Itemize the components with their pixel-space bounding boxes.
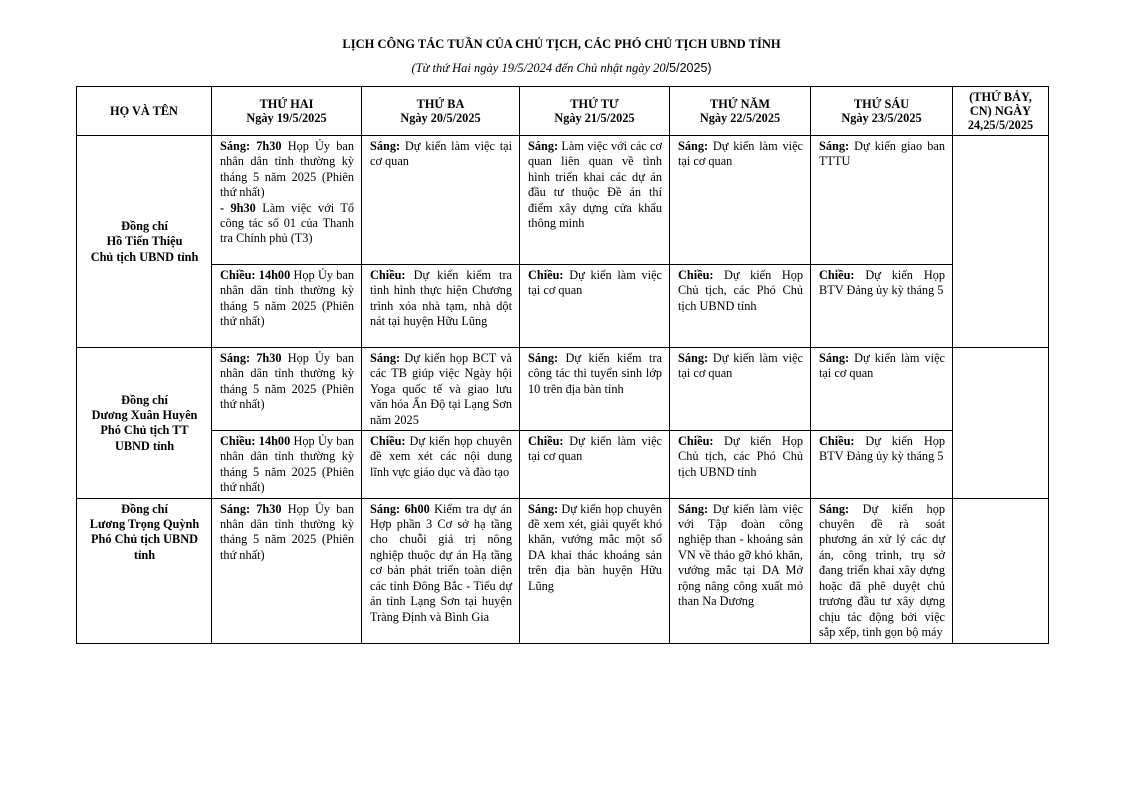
header-thursday: THỨ NĂM Ngày 22/5/2025: [670, 87, 811, 136]
schedule-cell: Sáng: Dự kiến làm việc với Tập đoàn công nghiệp than - khoáng sản VN về tháo gỡ khó khăn, vướng mắc tại DA Mở rộng nâng công xuất mỏ than Na Dương: [670, 498, 811, 643]
schedule-cell: Sáng: Dự kiến kiểm tra công tác thi tuyển sinh lớp 10 trên địa bàn tỉnh: [520, 348, 670, 431]
weekend-cell: [953, 498, 1049, 643]
header-name: HỌ VÀ TÊN: [77, 87, 212, 136]
schedule-cell: Sáng: Dự kiến họp chuyên đề xem xét, giải quyết khó khăn, vướng mắc một số DA khai thác khoáng sản trên địa bàn huyện Hữu Lũng: [520, 498, 670, 643]
schedule-cell: Sáng: 7h30 Họp Ủy ban nhân dân tỉnh thường kỳ tháng 5 năm 2025 (Phiên thứ nhất): [212, 348, 362, 431]
schedule-cell: Chiều: Dự kiến họp chuyên đề xem xét các nội dung lĩnh vực giáo dục và đào tạo: [362, 431, 520, 499]
schedule-table: [76, 86, 1049, 644]
header-weekend: (THỨ BẢY, CN) NGÀY 24,25/5/2025: [953, 87, 1049, 136]
table-row: [77, 265, 1049, 348]
header-friday: THỨ SÁU Ngày 23/5/2025: [811, 87, 953, 136]
schedule-cell: Sáng: Dự kiến làm việc tại cơ quan: [811, 348, 953, 431]
schedule-cell: Chiều: Dự kiến làm việc tại cơ quan: [520, 431, 670, 499]
schedule-cell: Sáng: 7h30 Họp Ủy ban nhân dân tỉnh thường kỳ tháng 5 năm 2025 (Phiên thứ nhất) - 9h30 Làm việc với Tổ công tác số 01 của Thanh tra Chính phủ (T3): [212, 136, 362, 265]
schedule-cell: Chiều: Dự kiến kiểm tra tình hình thực hiện Chương trình xóa nhà tạm, nhà dột nát tại huyện Hữu Lũng: [362, 265, 520, 348]
schedule-cell: Sáng: 7h30 Họp Ủy ban nhân dân tỉnh thường kỳ tháng 5 năm 2025 (Phiên thứ nhất): [212, 498, 362, 643]
header-row: [77, 87, 1049, 136]
person-name-cell: Đồng chí Hồ Tiến Thiệu Chủ tịch UBND tỉnh: [77, 136, 212, 348]
schedule-cell: Sáng: Dự kiến làm việc tại cơ quan: [670, 136, 811, 265]
schedule-cell: Sáng: Dự kiến họp chuyên đề rà soát phương án xử lý các dự án, công trình, trụ sở đang triển khai xây dựng hoặc đã phê duyệt chủ trương đầu tư xây dựng chịu tác động bởi việc sắp xếp, tinh gọn bộ máy: [811, 498, 953, 643]
schedule-cell: Sáng: Dự kiến giao ban TTTU: [811, 136, 953, 265]
table-row: [77, 498, 1049, 643]
schedule-cell: Sáng: Dự kiến họp BCT và các TB giúp việc Ngày hội Yoga quốc tế và giao lưu văn hóa Ấn Độ tại Lạng Sơn năm 2025: [362, 348, 520, 431]
header-wednesday: THỨ TƯ Ngày 21/5/2025: [520, 87, 670, 136]
document-subtitle: [0, 61, 1123, 76]
header-tuesday: THỨ BA Ngày 20/5/2025: [362, 87, 520, 136]
schedule-cell: Sáng: 6h00 Kiểm tra dự án Hợp phần 3 Cơ sở hạ tầng cho chuỗi giá trị nông nghiệp thuộc dự án Hạ tầng cơ bản phát triển toàn diện các tỉnh Đông Bắc - Tiểu dự án tỉnh Lạng Sơn tại huyện Tràng Định và Bình Gia: [362, 498, 520, 643]
schedule-cell: Sáng: Làm việc với các cơ quan liên quan về tình hình triển khai các dự án đầu tư thuộc Đề án thí điểm xây dựng cửa khẩu thông minh: [520, 136, 670, 265]
schedule-cell: Chiều: Dự kiến Họp Chủ tịch, các Phó Chủ tịch UBND tỉnh: [670, 265, 811, 348]
document-title: LỊCH CÔNG TÁC TUẦN CỦA CHỦ TỊCH, CÁC PHÓ CHỦ TỊCH UBND TỈNH: [342, 37, 781, 51]
weekend-cell: [953, 136, 1049, 348]
schedule-cell: Sáng: Dự kiến làm việc tại cơ quan: [670, 348, 811, 431]
weekend-cell: [953, 348, 1049, 499]
schedule-cell: Chiều: Dự kiến Họp BTV Đảng ủy kỳ tháng 5: [811, 431, 953, 499]
table-row: [77, 136, 1049, 265]
subtitle-main: (Từ thứ Hai ngày 19/5/2024 đến Chủ nhật ngày 20: [411, 61, 666, 75]
subtitle-end: /5/2025): [665, 61, 712, 75]
schedule-cell: Chiều: Dự kiến làm việc tại cơ quan: [520, 265, 670, 348]
schedule-cell: Chiều: 14h00 Họp Ủy ban nhân dân tỉnh thường kỳ tháng 5 năm 2025 (Phiên thứ nhất): [212, 265, 362, 348]
person-name-cell: Đồng chí Lương Trọng Quỳnh Phó Chủ tịch UBND tỉnh: [77, 498, 212, 643]
schedule-cell: Sáng: Dự kiến làm việc tại cơ quan: [362, 136, 520, 265]
table-row: [77, 348, 1049, 431]
table-row: [77, 431, 1049, 499]
person-name-cell: Đồng chí Dương Xuân Huyên Phó Chủ tịch TT UBND tỉnh: [77, 348, 212, 499]
header-monday: THỨ HAI Ngày 19/5/2025: [212, 87, 362, 136]
schedule-cell: Chiều: Dự kiến Họp BTV Đảng ủy kỳ tháng 5: [811, 265, 953, 348]
schedule-cell: Chiều: Dự kiến Họp Chủ tịch, các Phó Chủ tịch UBND tỉnh: [670, 431, 811, 499]
schedule-cell: Chiều: 14h00 Họp Ủy ban nhân dân tỉnh thường kỳ tháng 5 năm 2025 (Phiên thứ nhất): [212, 431, 362, 499]
